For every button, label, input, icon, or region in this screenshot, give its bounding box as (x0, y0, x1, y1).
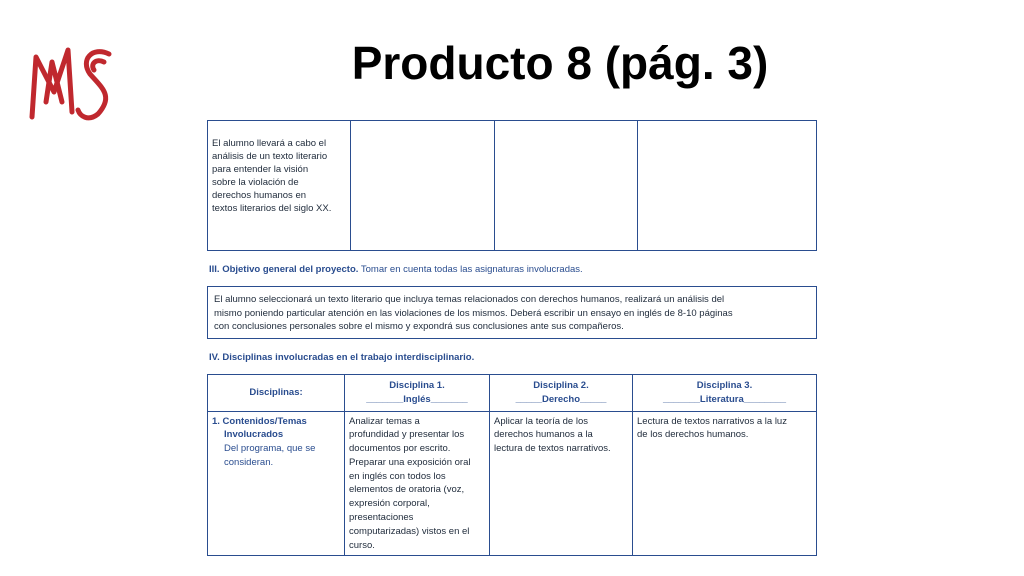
document-page (207, 120, 817, 556)
table-header: Disciplina 1. _______Inglés_______ (345, 374, 490, 411)
table-row (208, 411, 817, 556)
discipline-2-cell: Aplicar la teoría de los derechos humanos a la lectura de textos narrativos. (490, 411, 633, 556)
discipline-1-cell: Analizar temas a profundidad y presentar los documentos por escrito. Preparar una exposición oral en inglés con todos los elementos de oratoria (voz, expresión corporal, presentaciones computarizadas) vistos en el curso. (345, 411, 490, 556)
ms-logo-icon (24, 32, 124, 132)
table-header: Disciplina 2. _____Derecho_____ (490, 374, 633, 411)
section-4-heading: IV. Disciplinas involucradas en el trabajo interdisciplinario. (209, 351, 475, 363)
general-objective-box: El alumno seleccionará un texto literario que incluya temas relacionados con derechos humanos, realizará un análisis del mismo poniendo particular atención en las violaciones de los mismos. Deberá escribir un ensayo en inglés de 8-10 páginas con conclusiones personales sobre el mismo y expondrá sus conclusiones ante sus compañeros. (207, 286, 817, 339)
disciplines-table (207, 374, 817, 557)
empty-cell (351, 121, 494, 251)
section-3-heading: III. Objetivo general del proyecto. Tomar en cuenta todas las asignaturas involucradas. (209, 264, 583, 275)
discipline-3-cell: Lectura de textos narrativos a la luz de los derechos humanos. (633, 411, 817, 556)
row-label-cell: 1. Contenidos/Temas Involucrados Del programa, que se consideran. (208, 411, 345, 556)
objective-table (207, 120, 817, 251)
table-header-row (208, 374, 817, 411)
empty-cell (494, 121, 637, 251)
table-header: Disciplina 3. _______Literatura________ (633, 374, 817, 411)
empty-cell (638, 121, 817, 251)
page-title: Producto 8 (pág. 3) (351, 37, 769, 89)
logo (24, 32, 124, 132)
objective-cell: El alumno llevará a cabo el análisis de un texto literario para entender la visión sobre la violación de derechos humanos en textos literarios del siglo XX. (208, 121, 351, 251)
table-header: Disciplinas: (208, 374, 345, 411)
